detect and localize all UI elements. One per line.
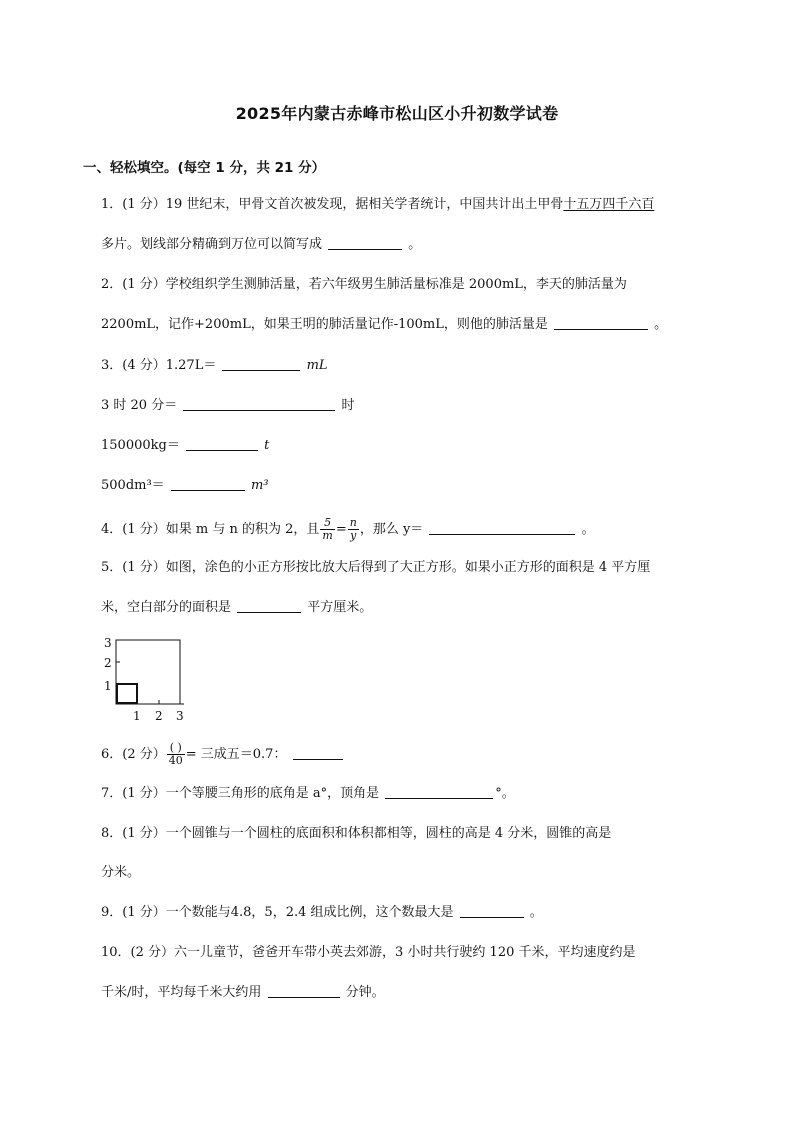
q5-text-2a: 米，空白部分的面积是 xyxy=(101,600,232,615)
q4-frac1-den: m xyxy=(322,529,333,542)
question-3-line-2 xyxy=(101,397,355,415)
q7-end: °。 xyxy=(495,786,515,801)
section-heading: 一、轻松填空。(每空 1 分，共 21 分） xyxy=(83,160,326,176)
q4-frac2-den: y xyxy=(350,529,357,542)
y-tick-label-1: 1 xyxy=(104,679,112,693)
question-8-line-2 xyxy=(101,864,140,882)
y-tick-label-2: 2 xyxy=(104,656,112,670)
q5-text-2b: 平方厘米。 xyxy=(307,600,373,615)
q4-fraction-2 xyxy=(348,517,359,542)
q5-answer-blank[interactable] xyxy=(237,599,301,613)
q2-end: 。 xyxy=(654,317,668,332)
q6-answer-blank[interactable] xyxy=(293,746,343,760)
q6-prefix: 6．(2 分） xyxy=(101,747,166,762)
question-3-line-1 xyxy=(101,357,328,375)
q8-text: 8．(1 分）一个圆锥与一个圆柱的底面积和体积都相等，圆柱的高是 4 分米，圆锥的高是 xyxy=(101,826,612,841)
x-tick-label-1: 1 xyxy=(133,709,141,723)
q3-blank-3[interactable] xyxy=(186,437,258,451)
q9-end: 。 xyxy=(529,905,543,920)
question-4 xyxy=(101,517,595,542)
q10-text-2b: 分钟。 xyxy=(345,985,385,1000)
q10-text-2a: 千米/时，平均每千米大约用 xyxy=(101,985,262,1000)
question-3-line-4 xyxy=(101,477,269,495)
q6-middle: = 三成五＝0.7： xyxy=(185,747,287,762)
question-10-line-1 xyxy=(101,944,636,962)
page-title: 2025年内蒙古赤峰市松山区小升初数学试卷 xyxy=(235,104,559,123)
q3-blank-4[interactable] xyxy=(171,477,245,491)
q3-unit-2: 时 xyxy=(341,398,355,413)
q4-fraction-1 xyxy=(320,517,334,542)
question-5-line-2 xyxy=(101,599,372,617)
q2-answer-blank[interactable] xyxy=(554,316,648,330)
q3-text-1: 3．(4 分）1.27L＝ xyxy=(101,358,217,373)
question-6 xyxy=(101,742,345,767)
squares-figure xyxy=(100,632,200,728)
q7-text: 7．(1 分）一个等腰三角形的底角是 a°，顶角是 xyxy=(101,786,380,801)
q1-text-2: 多片。划线部分精确到万位可以简写成 xyxy=(101,237,323,252)
x-tick-label-3: 3 xyxy=(176,709,184,723)
y-tick-label-3: 3 xyxy=(104,636,112,650)
x-tick-label-2: 2 xyxy=(155,709,163,723)
q10-answer-blank[interactable] xyxy=(268,984,340,998)
question-9 xyxy=(101,904,543,922)
question-7 xyxy=(101,785,515,803)
big-square xyxy=(116,640,180,704)
question-2-line-2 xyxy=(101,316,667,334)
q4-frac2-num: n xyxy=(349,516,357,529)
q2-text-2: 2200mL，记作+200mL，如果王明的肺活量记作-100mL，则他的肺活量是 xyxy=(101,317,548,332)
q1-answer-blank[interactable] xyxy=(328,236,402,250)
q3-unit-3: t xyxy=(264,438,270,453)
question-8-line-1 xyxy=(101,825,611,843)
q4-prefix: 4．(1 分）如果 m 与 n 的积为 2，且 xyxy=(101,522,320,537)
q4-frac1-num: 5 xyxy=(320,517,334,530)
question-5-line-1 xyxy=(101,559,650,577)
q2-text: 2．(1 分）学校组织学生测肺活量，若六年级男生肺活量标准是 2000mL，李天的肺活量为 xyxy=(101,277,627,292)
q7-answer-blank[interactable] xyxy=(385,785,493,799)
question-1-line-1 xyxy=(101,196,654,214)
q3-blank-2[interactable] xyxy=(183,397,335,411)
question-3-line-3 xyxy=(101,437,269,455)
q8-text-2: 分米。 xyxy=(101,865,141,880)
q5-text: 5．(1 分）如图，涂色的小正方形按比放大后得到了大正方形。如果小正方形的面积是 4 平方厘 xyxy=(101,560,651,575)
q9-answer-blank[interactable] xyxy=(460,904,524,918)
q4-equals: = xyxy=(335,522,347,537)
question-10-line-2 xyxy=(101,984,385,1002)
q3-text-2: 3 时 20 分＝ xyxy=(101,398,178,413)
q4-suffix: ，那么 y＝ xyxy=(359,522,424,537)
small-square xyxy=(117,684,137,703)
q9-text: 9．(1 分）一个数能与4.8，5，2.4 组成比例，这个数最大是 xyxy=(101,905,454,920)
q1-underlined-number: 十五万四千六百 xyxy=(563,197,655,212)
q3-text-3: 150000kg＝ xyxy=(101,438,180,453)
q3-blank-1[interactable] xyxy=(222,357,300,371)
q1-text: 1．(1 分）19 世纪末，甲骨文首次被发现，据相关学者统计，中国共计出土甲骨 xyxy=(101,197,564,212)
q6-frac-den: 40 xyxy=(168,754,183,767)
question-1-line-2 xyxy=(101,236,421,254)
q4-answer-blank[interactable] xyxy=(429,521,575,535)
q6-fraction xyxy=(167,742,185,767)
q3-unit-4: m³ xyxy=(250,478,269,493)
q6-frac-num[interactable]: ( ) xyxy=(167,742,185,755)
q1-end: 。 xyxy=(408,237,422,252)
q3-text-4: 500dm³＝ xyxy=(101,478,165,493)
q3-unit-1: mL xyxy=(306,358,328,373)
q10-text: 10．(2 分）六一儿童节，爸爸开车带小英去郊游，3 小时共行驶约 120 千米，平均速度约是 xyxy=(101,945,636,960)
question-2-line-1 xyxy=(101,276,627,294)
q4-end: 。 xyxy=(581,522,595,537)
